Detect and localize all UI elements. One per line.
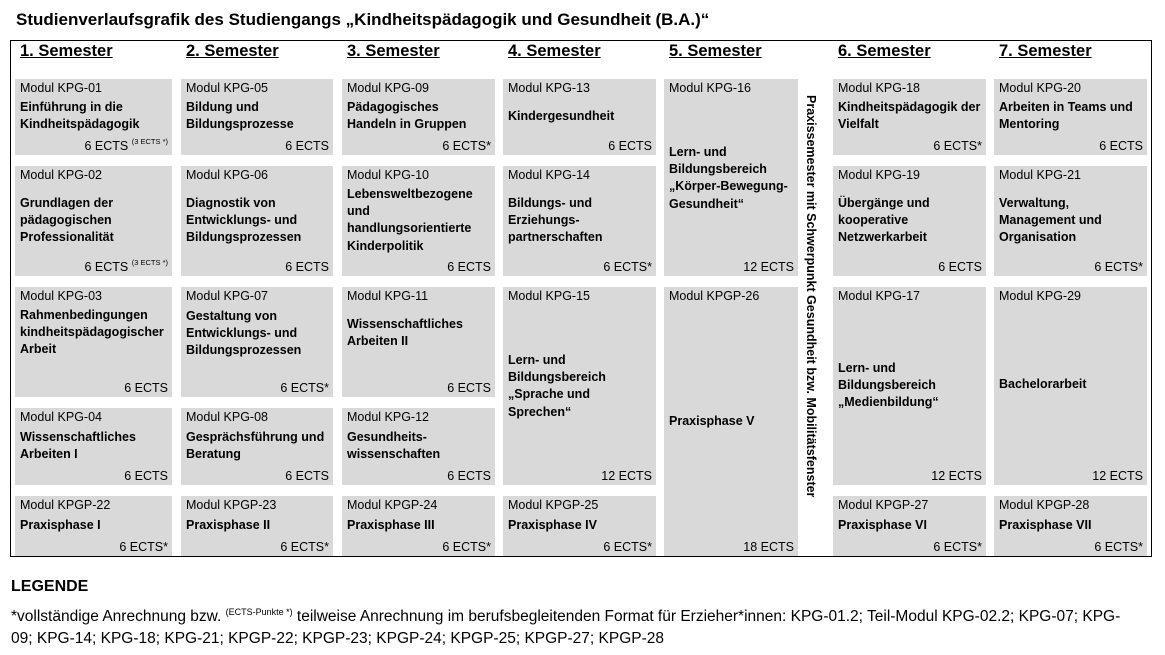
module-ects: 12 ECTS (1092, 469, 1143, 483)
module-ects: 6 ECTS (447, 469, 491, 483)
module-card-kpg-09[interactable] (342, 79, 495, 155)
module-ects: 6 ECTS* (1094, 260, 1143, 274)
semester-5-header: 5. Semester (669, 42, 762, 60)
module-ects: 6 ECTS (1099, 139, 1143, 153)
module-ects: 18 ECTS (743, 540, 794, 554)
legend-body: teilweise Anrechnung im berufsbegleitenden Format für Erzieher*innen: KPG-01.2; Teil-Modul KPG-02.2; KPG-07; KPG-09; KPG-14; KPG-18; KPG-21; KPGP-22; KPGP-23; KPGP-24; KPGP-25; KPGP-27; KPGP-28 (11, 608, 1121, 647)
module-ects-note: (3 ECTS *) (131, 137, 168, 146)
module-title: Bildungs- und Erziehungs-partnerschaften (508, 196, 603, 245)
module-card-kpg-13[interactable] (503, 79, 656, 155)
module-card-kpg-18[interactable] (833, 79, 986, 155)
module-title: Rahmenbedingungen kindheitspädagogischer Arbeit (20, 308, 164, 357)
module-card-kpg-08[interactable] (181, 408, 333, 485)
module-code: Modul KPG-01 (20, 81, 102, 95)
module-title: Pädagogisches Handeln in Gruppen (347, 100, 467, 132)
module-ects: 12 ECTS (931, 469, 982, 483)
semester-3-header: 3. Semester (347, 42, 440, 60)
module-card-kpg-03[interactable] (15, 287, 172, 397)
module-code: Modul KPGP-28 (999, 498, 1090, 512)
module-code: Modul KPG-12 (347, 410, 429, 424)
module-code: Modul KPGP-24 (347, 498, 438, 512)
module-ects: 6 ECTS (608, 139, 652, 153)
module-ects: 6 ECTS (938, 260, 982, 274)
module-code: Modul KPG-05 (186, 81, 268, 95)
module-card-kpgp-28[interactable] (994, 496, 1147, 556)
module-code: Modul KPG-03 (20, 289, 102, 303)
legend-prefix: *vollständige Anrechnung bzw. (11, 608, 222, 625)
module-code: Modul KPGP-23 (186, 498, 277, 512)
module-code: Modul KPG-20 (999, 81, 1081, 95)
legend-heading: LEGENDE (11, 578, 89, 595)
module-ects: 12 ECTS (743, 260, 794, 274)
module-ects: 6 ECTS* (933, 540, 982, 554)
module-card-kpgp-25[interactable] (503, 496, 656, 556)
module-ects: 6 ECTS* (1094, 540, 1143, 554)
module-title: Wissenschaftliches Arbeiten I (20, 430, 136, 462)
module-title: Übergänge und kooperative Netzwerkarbeit (838, 196, 930, 245)
module-code: Modul KPG-02 (20, 168, 102, 182)
module-card-kpgp-26[interactable] (664, 287, 798, 556)
module-ects: 6 ECTS (124, 381, 168, 395)
module-card-kpg-11[interactable] (342, 287, 495, 397)
module-title: Praxisphase II (186, 518, 271, 532)
module-ects: 6 ECTS* (280, 381, 329, 395)
module-title: Diagnostik von Entwicklungs- und Bildungsprozessen (186, 196, 302, 245)
module-code: Modul KPG-14 (508, 168, 590, 182)
module-card-kpg-19[interactable] (833, 166, 986, 276)
module-card-kpg-10[interactable] (342, 166, 495, 276)
module-ects: 6 ECTS* (280, 540, 329, 554)
module-code: Modul KPG-15 (508, 289, 590, 303)
semester-2-header: 2. Semester (186, 42, 279, 60)
module-code: Modul KPG-07 (186, 289, 268, 303)
module-ects: 6 ECTS (447, 260, 491, 274)
module-title: Gesprächsführung und Beratung (186, 430, 325, 462)
module-card-kpg-29[interactable] (994, 287, 1147, 485)
module-title: Einführung in die Kindheitspädagogik (20, 100, 140, 132)
module-title: Verwaltung, Management und Organisation (999, 196, 1102, 245)
module-card-kpg-05[interactable] (181, 79, 333, 155)
module-card-kpg-12[interactable] (342, 408, 495, 485)
module-code: Modul KPG-21 (999, 168, 1081, 182)
module-ects: 6 ECTS* (442, 540, 491, 554)
semester-6-header: 6. Semester (838, 42, 931, 60)
module-title: Praxisphase III (347, 518, 435, 532)
module-title: Praxisphase IV (508, 518, 597, 532)
module-code: Modul KPG-10 (347, 168, 429, 182)
module-ects: 12 ECTS (601, 469, 652, 483)
module-card-kpg-21[interactable] (994, 166, 1147, 276)
legend-note: (ECTS-Punkte *) (225, 607, 293, 617)
module-ects: 6 ECTS (285, 260, 329, 274)
module-title: Wissenschaftliches Arbeiten II (347, 317, 463, 349)
module-title: Lern- und Bildungsbereich „Sprache und Sprechen“ (508, 353, 606, 419)
module-card-kpg-15[interactable] (503, 287, 656, 485)
module-code: Modul KPG-04 (20, 410, 102, 424)
module-code: Modul KPG-13 (508, 81, 590, 95)
module-card-kpg-01[interactable] (15, 79, 172, 155)
module-card-kpg-06[interactable] (181, 166, 333, 276)
module-code: Modul KPG-09 (347, 81, 429, 95)
module-title: Arbeiten in Teams und Mentoring (999, 100, 1133, 132)
module-card-kpg-17[interactable] (833, 287, 986, 485)
module-card-kpgp-23[interactable] (181, 496, 333, 556)
module-code: Modul KPG-29 (999, 289, 1081, 303)
module-code: Modul KPG-18 (838, 81, 920, 95)
module-code: Modul KPGP-27 (838, 498, 929, 512)
module-card-kpgp-27[interactable] (833, 496, 986, 556)
module-ects: 6 ECTS* (603, 540, 652, 554)
module-ects: 6 ECTS $^{(3 ECTS *)}$ (84, 258, 168, 274)
module-title: Lebensweltbezogene und handlungsorientierte Kinderpolitik (347, 187, 473, 253)
module-code: Modul KPG-06 (186, 168, 268, 182)
module-ects: 6 ECTS* (933, 139, 982, 153)
semester-1-header: 1. Semester (20, 42, 113, 60)
module-title: Gestaltung von Entwicklungs- und Bildungsprozessen (186, 309, 302, 358)
semester-7-header: 7. Semester (999, 42, 1092, 60)
module-ects: 6 ECTS* (119, 540, 168, 554)
module-title: Praxisphase VII (999, 518, 1092, 532)
module-title: Gesundheits-wissenschaften (347, 430, 441, 462)
module-code: Modul KPG-11 (347, 289, 429, 303)
module-code: Modul KPG-16 (669, 81, 751, 95)
module-title: Bildung und Bildungsprozesse (186, 100, 294, 132)
module-code: Modul KPG-17 (838, 289, 920, 303)
module-card-kpg-02[interactable] (15, 166, 172, 276)
module-code: Modul KPGP-26 (669, 289, 760, 303)
module-title: Praxisphase V (669, 414, 755, 428)
module-title: Kindergesundheit (508, 109, 615, 123)
module-ects: 6 ECTS (124, 469, 168, 483)
module-ects: 6 ECTS* (442, 139, 491, 153)
module-title: Lern- und Bildungsbereich „Medienbildung“ (838, 361, 939, 410)
module-card-kpgp-22[interactable] (15, 496, 172, 556)
semester-4-header: 4. Semester (508, 42, 601, 60)
module-title: Praxisphase VI (838, 518, 927, 532)
module-ects: 6 ECTS (285, 139, 329, 153)
module-title: Praxisphase I (20, 518, 101, 532)
page-title: Studienverlaufsgrafik des Studiengangs „Kindheitspädagogik und Gesundheit (B.A.)“ (16, 10, 710, 29)
module-code: Modul KPGP-25 (508, 498, 599, 512)
module-card-kpg-16[interactable] (664, 79, 798, 276)
module-title: Kindheitspädagogik der Vielfalt (838, 100, 981, 132)
module-card-kpg-14[interactable] (503, 166, 656, 276)
module-code: Modul KPGP-22 (20, 498, 111, 512)
module-title: Grundlagen der pädagogischen Professionalität (20, 196, 114, 245)
module-card-kpg-20[interactable] (994, 79, 1147, 155)
module-card-kpg-07[interactable] (181, 287, 333, 397)
module-ects: 6 ECTS* (603, 260, 652, 274)
module-ects: 6 ECTS $^{(3 ECTS *)}$ (84, 137, 168, 153)
legend-text (11, 601, 1141, 650)
module-ects-note: (3 ECTS *) (131, 258, 168, 267)
practice-semester-label-text: Praxissemester mit Schwerpunkt Gesundheit bzw. Mobilitätsfenster (804, 95, 818, 498)
module-ects: 6 ECTS (447, 381, 491, 395)
module-card-kpgp-24[interactable] (342, 496, 495, 556)
module-title: Lern- und Bildungsbereich „Körper-Bewegung-Gesundheit“ (669, 145, 788, 211)
module-code: Modul KPG-08 (186, 410, 268, 424)
module-ects: 6 ECTS (285, 469, 329, 483)
module-card-kpg-04[interactable] (15, 408, 172, 485)
module-code: Modul KPG-19 (838, 168, 920, 182)
module-title: Bachelorarbeit (999, 377, 1087, 391)
